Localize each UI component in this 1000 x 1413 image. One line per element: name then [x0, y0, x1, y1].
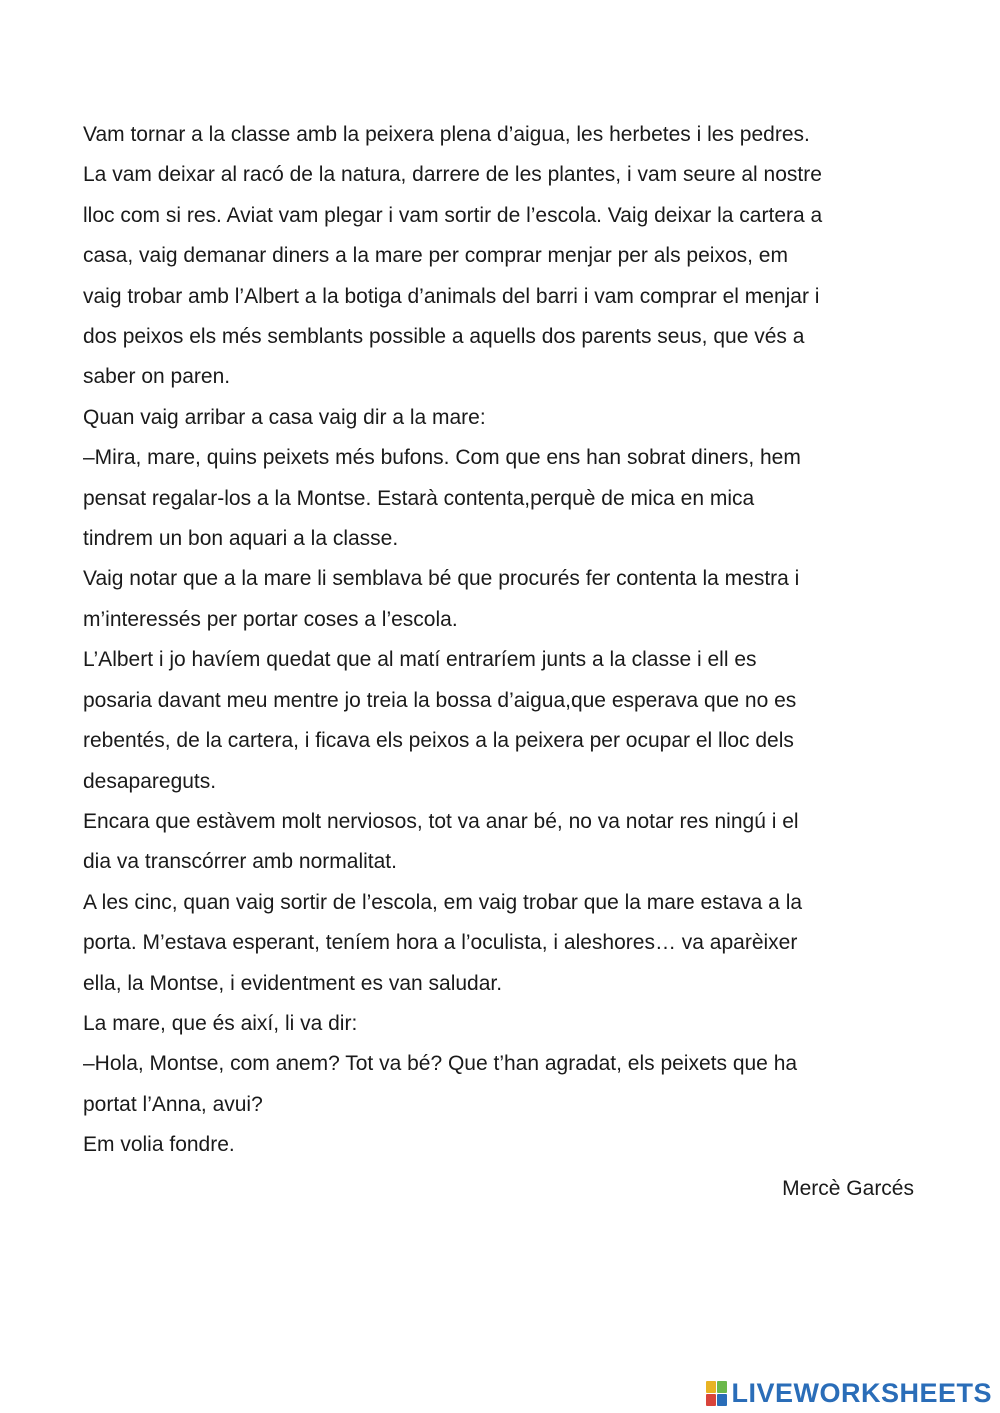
author-signature: Mercè Garcés: [782, 1177, 914, 1200]
logo-tile: [717, 1381, 727, 1393]
logo-tile: [706, 1381, 716, 1393]
liveworksheets-logo: [706, 1379, 992, 1407]
logo-tile: [717, 1394, 727, 1406]
logo-tile: [706, 1394, 716, 1406]
logo-text: LIVEWORKSHEETS: [731, 1378, 992, 1408]
story-text: Vam tornar a la classe amb la peixera plena d’aigua, les herbetes i les pedres. La vam deixar al racó de la natura, darrere de les plantes, i vam seure al nostre lloc com si res. Aviat vam plegar i vam sortir de l’escola. Vaig deixar la cartera a casa, vaig demanar diners a la mare per comprar menjar per als peixos, em vaig trobar amb l’Albert a la botiga d’animals del barri i vam comprar el menjar i dos peixos els més semblants possible a aquells dos parents seus, que vés a saber on paren. Quan vaig arribar a casa vaig dir a la mare: –Mira, mare, quins peixets més bufons. Com que ens han sobrat diners, hem pensat regalar-los a la Montse. Estarà contenta,perquè de mica en mica tindrem un bon aquari a la classe. Vaig notar que a la mare li semblava bé que procurés fer contenta la mestra i m’interessés per portar coses a l’escola. L’Albert i jo havíem quedat que al matí entraríem junts a la classe i ell es posaria davant meu mentre jo treia la bossa d’aigua,que esperava que no es rebentés, de la cartera, i ficava els peixos a la peixera per ocupar el lloc dels desapareguts. Encara que estàvem molt nerviosos, tot va anar bé, no va notar res ningú i el dia va transcórrer amb normalitat. A les cinc, quan vaig sortir de l’escola, em vaig trobar que la mare estava a la porta. M’estava esperant, teníem hora a l’oculista, i aleshores… va aparèixer ella, la Montse, i evidentment es van saludar. La mare, que és així, li va dir: –Hola, Montse, com anem? Tot va bé? Que t’han agradat, els peixets que ha portat l’Anna, avui? Em volia fondre.: [83, 123, 823, 1157]
logo-tiles-icon: [706, 1381, 727, 1406]
